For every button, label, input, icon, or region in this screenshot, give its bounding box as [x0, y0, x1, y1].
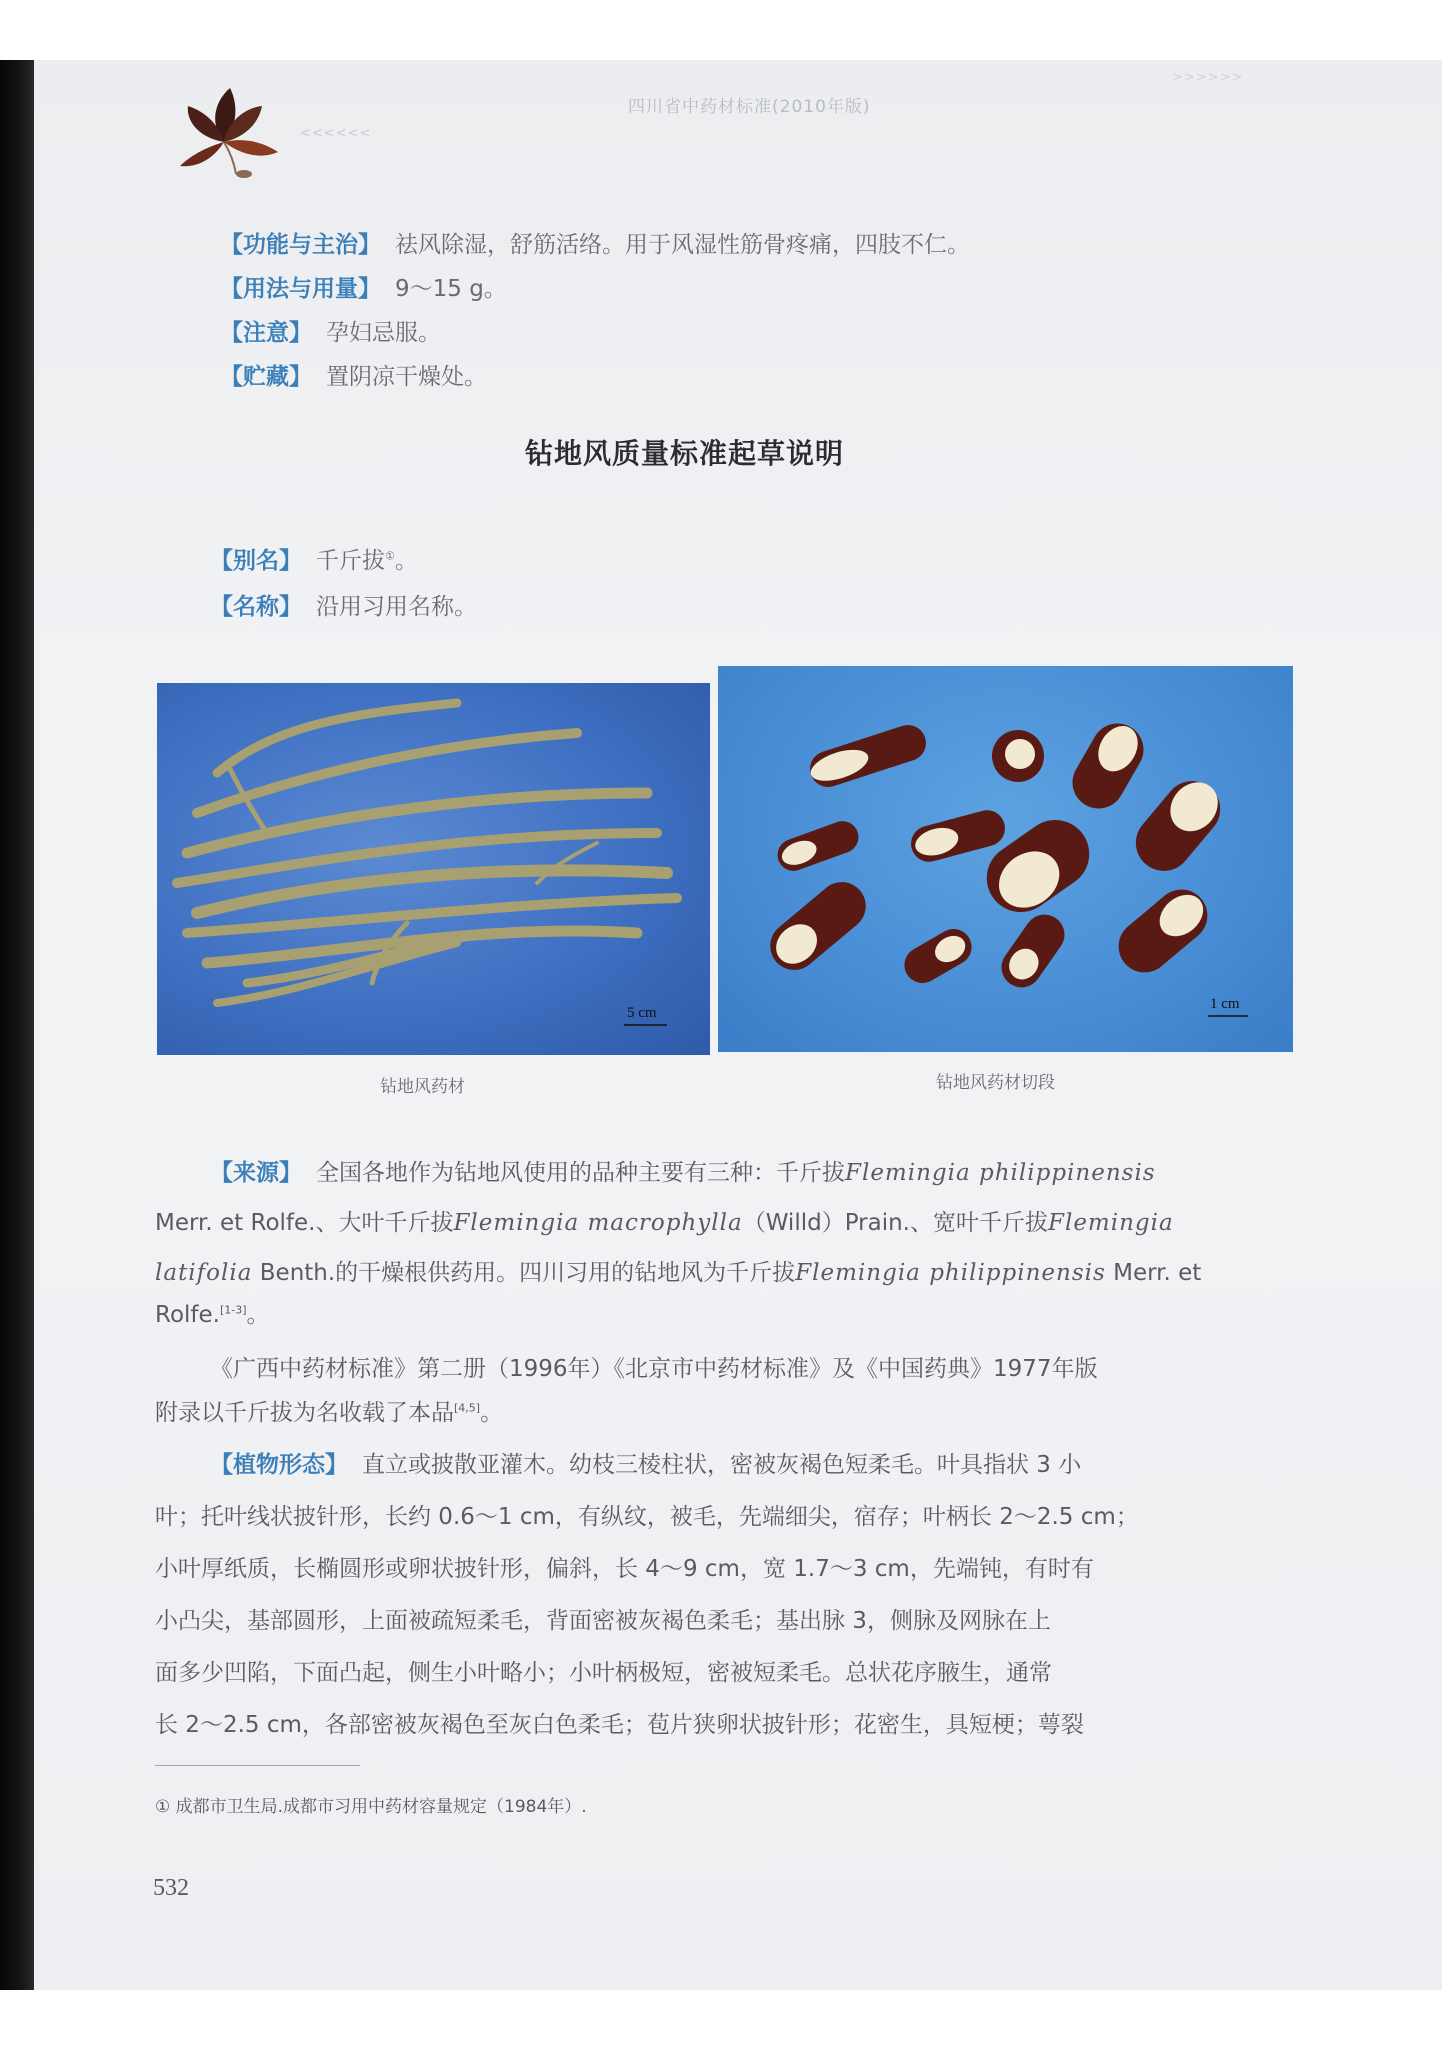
footnote-divider [155, 1765, 360, 1766]
footnote: ① 成都市卫生局.成都市习用中药材容量规定（1984年）. [155, 1797, 587, 1817]
section-caution [220, 318, 441, 348]
scale-label: 5 cm [627, 1005, 657, 1021]
source-line-4 [155, 1300, 270, 1330]
header-ornament-left: <<<<<< [300, 126, 372, 141]
text-span: Rolfe. [155, 1302, 220, 1328]
section-storage [220, 362, 487, 392]
latin-name: Flemingia philippinensis [845, 1160, 1156, 1186]
source-line-1 [210, 1158, 1156, 1188]
text-span: 。 [480, 1400, 504, 1426]
text-span: Merr. et [1113, 1260, 1202, 1286]
leaf-logo-icon [178, 82, 288, 182]
morphology-line-2: 叶；托叶线状披针形，长约 0.6～1 cm，有纵纹，被毛，先端细尖，宿存；叶柄长 2～2.5 cm； [155, 1504, 1139, 1530]
section-dosage [220, 274, 507, 304]
section-function [220, 230, 970, 260]
photo-root-material [157, 683, 710, 1055]
morphology-line-6: 长 2～2.5 cm，各部密被灰褐色至灰白色柔毛；苞片狭卵状披针形；花密生，具短梗；萼裂 [155, 1712, 1084, 1738]
scale-label: 1 cm [1210, 996, 1240, 1012]
section-text: 祛风除湿，舒筋活络。用于风湿性筋骨疼痛，四肢不仁。 [395, 232, 970, 258]
text-span: 全国各地作为钻地风使用的品种主要有三种：千斤拔 [316, 1160, 845, 1186]
morphology-line-3: 小叶厚纸质，长椭圆形或卵状披针形，偏斜，长 4～9 cm，宽 1.7～3 cm，先端钝，有时有 [155, 1556, 1094, 1582]
section-tag: 【功能与主治】 [220, 232, 381, 258]
section-text: 孕妇忌服。 [326, 320, 441, 346]
morphology-line-4: 小凸尖，基部圆形，上面被疏短柔毛，背面密被灰褐色柔毛；基出脉 3，侧脉及网脉在上 [155, 1608, 1051, 1634]
source-line-3 [155, 1258, 1201, 1288]
page-number: 532 [153, 1875, 189, 1901]
history-line-1: 《广西中药材标准》第二册（1996年）《北京市中药材标准》及《中国药典》1977年版 [210, 1356, 1098, 1382]
text-span: Merr. et Rolfe.、大叶千斤拔 [155, 1210, 454, 1236]
running-head: 四川省中药材标准(2010年版) [628, 97, 871, 117]
section-tag: 【贮藏】 [220, 364, 312, 390]
latin-name: Flemingia macrophylla [453, 1210, 743, 1236]
history-line-2 [155, 1398, 503, 1428]
text-span: 。 [246, 1302, 270, 1328]
header-ornament-right: >>>>>> [1172, 70, 1244, 85]
roots-illustration [157, 683, 710, 1055]
section-text: 沿用习用名称。 [316, 594, 477, 620]
section-text: 置阴凉干燥处。 [326, 364, 487, 390]
section-text: 9～15 g。 [395, 276, 507, 302]
section-tag: 【来源】 [210, 1160, 302, 1186]
text-span: Benth.的干燥根供药用。四川习用的钻地风为千斤拔 [259, 1260, 796, 1286]
figure-caption-2: 钻地风药材切段 [936, 1073, 1055, 1093]
section-text: 千斤拔 [316, 548, 385, 574]
page-title: 钻地风质量标准起草说明 [525, 437, 845, 470]
figure-caption-1: 钻地风药材 [380, 1077, 465, 1097]
morphology-line-5: 面多少凹陷，下面凸起，侧生小叶略小；小叶柄极短，密被短柔毛。总状花序腋生，通常 [155, 1660, 1052, 1686]
section-tag: 【用法与用量】 [220, 276, 381, 302]
section-tag: 【别名】 [210, 548, 302, 574]
text-span: 附录以千斤拔为名收载了本品 [155, 1400, 454, 1426]
text-span: 直立或披散亚灌木。幼枝三棱柱状，密被灰褐色短柔毛。叶具指状 3 小 [362, 1452, 1082, 1478]
text-span: （Willd）Prain.、宽叶千斤拔 [742, 1210, 1048, 1236]
photo-cut-segments [718, 666, 1293, 1052]
section-tag: 【植物形态】 [210, 1452, 348, 1478]
footnote-marker: ① [385, 549, 395, 563]
section-alias [210, 546, 418, 576]
page-edge-shadow [0, 60, 34, 1990]
reference-marker: [4,5] [454, 1401, 481, 1415]
latin-name: Flemingia philippinensis [795, 1260, 1106, 1286]
section-name [210, 592, 477, 622]
reference-marker: [1-3] [219, 1303, 247, 1317]
section-text-end: 。 [394, 548, 418, 574]
morphology-line-1 [210, 1450, 1081, 1480]
section-tag: 【注意】 [220, 320, 312, 346]
latin-name: latifolia [155, 1260, 253, 1286]
slices-illustration [718, 666, 1293, 1052]
source-line-2 [155, 1208, 1174, 1238]
section-tag: 【名称】 [210, 594, 302, 620]
latin-name: Flemingia [1048, 1210, 1174, 1236]
